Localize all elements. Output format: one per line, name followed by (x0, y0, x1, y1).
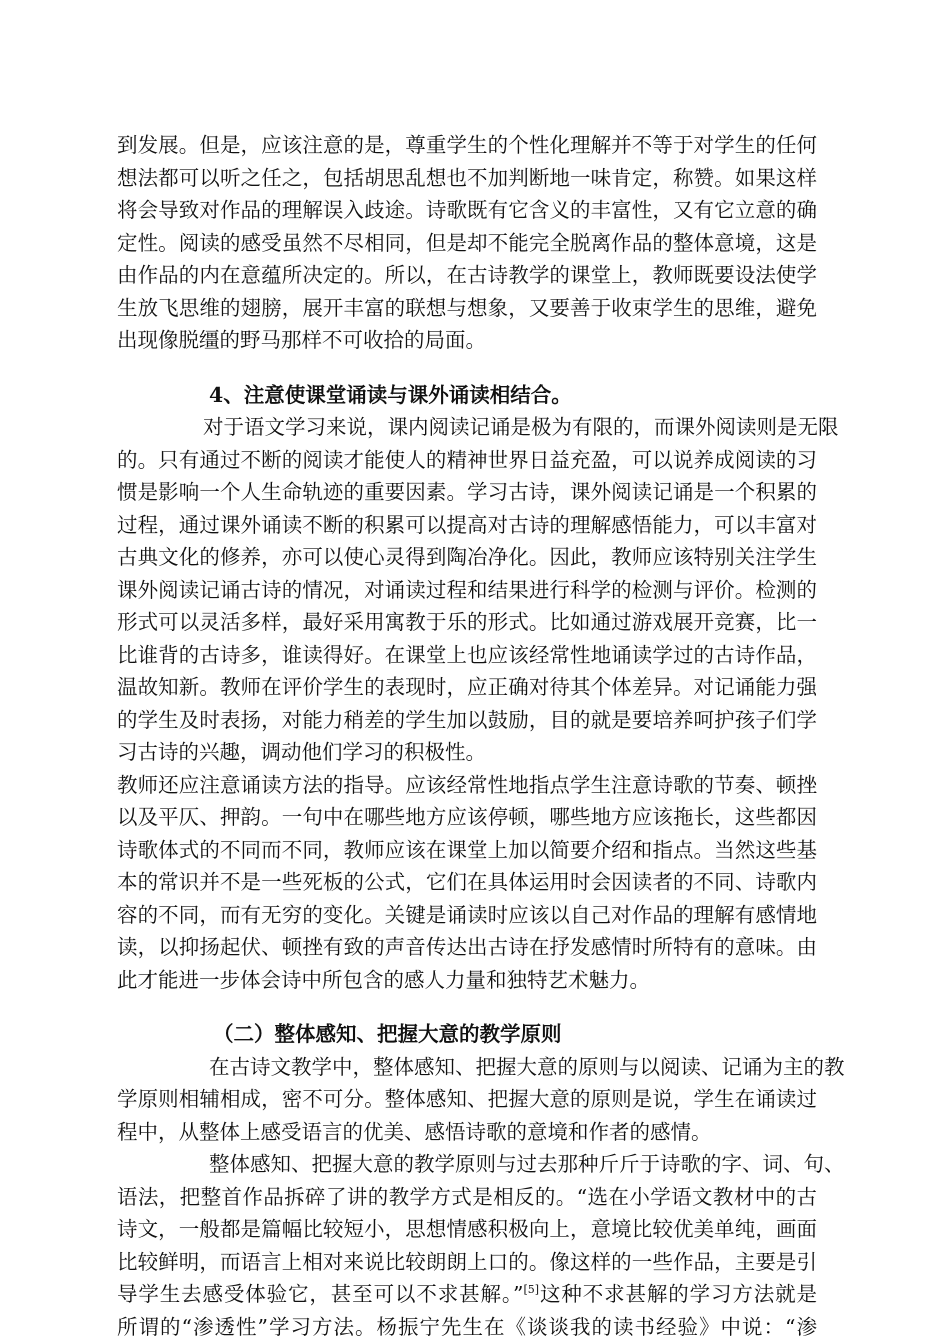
text-line: 的学生及时表扬，对能力稍差的学生加以鼓励，目的就是要培养呵护孩子们学 (117, 707, 817, 732)
paragraph-continuation (117, 129, 817, 357)
spacer (117, 996, 817, 1018)
text-line: 比谁背的古诗多，谁读得好。在课堂上也应该经常性地诵读学过的古诗作品， (117, 642, 817, 667)
document-page (117, 129, 845, 1343)
text-line: 的。只有通过不断的阅读才能使人的精神世界日益充盈，可以说养成阅读的习 (117, 447, 817, 472)
text-line: 此才能进一步体会诗中所包含的感人力量和独特艺术魅力。 (117, 967, 650, 992)
text-line: 比较鲜明，而语言上相对来说比较朗朗上口的。像这样的一些作品，主要是引 (117, 1249, 817, 1274)
text-line: 本的常识并不是一些死板的公式，它们在具体运用时会因读者的不同、诗歌内 (117, 870, 817, 894)
text-line: 惯是影响一个人生命轨迹的重要因素。学习古诗，课外阅读记诵是一个积累的 (117, 480, 817, 504)
paragraph-classroom-reading (117, 411, 839, 769)
text-line: 教师还应注意诵读方法的指导。应该经常性地指点学生注意诗歌的节奏、顿挫 (117, 772, 817, 797)
text-line: 读，以抑扬起伏、顿挫有致的声音传达出古诗在抒发感情时所特有的意味。由 (117, 935, 817, 959)
text-line: 过程，通过课外诵读不断的积累可以提高对古诗的理解感悟能力，可以丰富对 (117, 512, 817, 537)
text-line: 在古诗文教学中，整体感知、把握大意的原则与以阅读、记诵为主的教 (209, 1054, 845, 1079)
text-segment: 导学生去感受体验它，甚至可以不求甚解。” (117, 1282, 524, 1306)
text-line: 温故知新。教师在评价学生的表现时，应正确对待其个体差异。对记诵能力强 (117, 675, 817, 699)
text-line: 对于语文学习来说，课内阅读记诵是极为有限的，而课外阅读则是无限 (203, 415, 839, 439)
text-line: 诗文，一般都是篇幅比较短小，思想情感积极向上，意境比较优美单纯，画面 (117, 1217, 817, 1241)
text-line: 生放飞思维的翅膀，展开丰富的联想与想象，又要善于收束学生的思维，避免 (117, 295, 817, 320)
text-line: 整体感知、把握大意的教学原则与过去那种斤斤于诗歌的字、词、句、 (209, 1152, 845, 1176)
paragraph-teaching-contrast (117, 1148, 845, 1343)
text-line: 由作品的内在意蕴所决定的。所以，在古诗教学的课堂上，教师既要设法使学 (117, 263, 817, 287)
text-line: 程中，从整体上感受语言的优美、感悟诗歌的意境和作者的感情。 (117, 1119, 712, 1144)
footnote-reference[interactable]: [5] (523, 1283, 540, 1297)
paragraph-reading-method (117, 769, 817, 997)
spacer (117, 357, 817, 379)
subheading-4: 4、注意使课堂诵读与课外诵读相结合。 (209, 382, 572, 407)
text-line: 到发展。但是，应该注意的是，尊重学生的个性化理解并不等于对学生的任何 (117, 133, 817, 157)
text-line: 课外阅读记诵古诗的情况，对诵读过程和结果进行科学的检测与评价。检测的 (117, 577, 817, 602)
text-line: 形式可以灵活多样，最好采用寓教于乐的形式。比如通过游戏展开竞赛，比一 (117, 610, 817, 634)
text-line: 定性。阅读的感受虽然不尽相同，但是却不能完全脱离作品的整体意境，这是 (117, 230, 817, 255)
text-line: 容的不同，而有无穷的变化。关键是诵读时应该以自己对作品的理解有感情地 (117, 902, 817, 927)
text-line: 所谓的“渗透性”学习方法。杨振宁先生在《谈谈我的读书经验》中说：“渗 (117, 1314, 817, 1339)
text-line: 出现像脱缰的野马那样不可收拾的局面。 (117, 328, 486, 352)
paragraph-overall-perception (117, 1051, 845, 1149)
section-heading: （二）整体感知、把握大意的教学原则 (213, 1022, 562, 1046)
text-line: 语法，把整首作品拆碎了讲的教学方式是相反的。“选在小学语文教材中的古 (117, 1184, 817, 1209)
text-line (117, 1278, 817, 1311)
text-line: 以及平仄、押韵。一句中在哪些地方应该停顿，哪些地方应该拖长，这些都因 (117, 805, 817, 829)
text-line: 学原则相辅相成，密不可分。整体感知、把握大意的原则是说，学生在诵读过 (117, 1087, 817, 1111)
text-line: 习古诗的兴趣，调动他们学习的积极性。 (117, 740, 486, 764)
text-line: 将会导致对作品的理解误入歧途。诗歌既有它含义的丰富性，又有它立意的确 (117, 198, 817, 222)
text-line: 古典文化的修养，亦可以使心灵得到陶冶净化。因此，教师应该特别关注学生 (117, 545, 817, 569)
text-line: 诗歌体式的不同而不同，教师应该在课堂上加以简要介绍和指点。当然这些基 (117, 837, 817, 862)
text-segment: 这种不求甚解的学习方法就是 (539, 1282, 818, 1306)
text-line: 想法都可以听之任之，包括胡思乱想也不加判断地一味肯定，称赞。如果这样 (117, 165, 817, 190)
